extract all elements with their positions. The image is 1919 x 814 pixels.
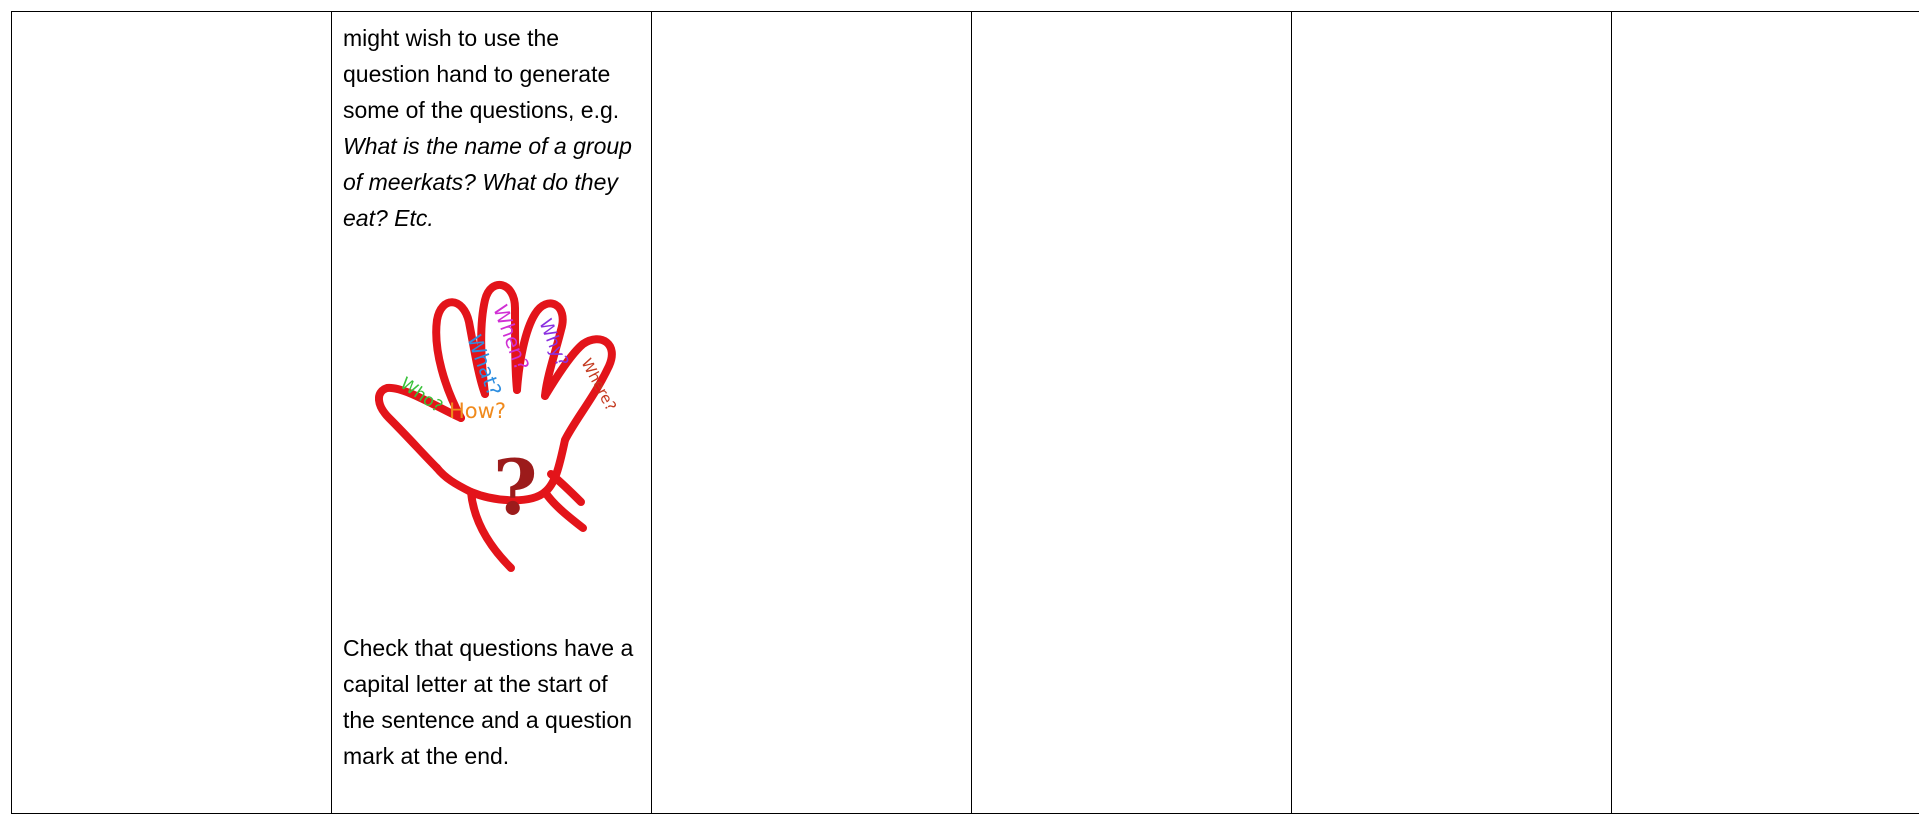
table-cell-4 <box>972 12 1292 814</box>
table-cell-5 <box>1292 12 1612 814</box>
check-paragraph: Check that questions have a capital letter at the start of the sentence and a question mark at the end. <box>343 635 634 769</box>
table-cell-2 <box>332 12 652 814</box>
example-questions: What is the name of a group of meerkats? What do they eat? Etc. <box>343 133 632 231</box>
label-how: How? <box>449 399 506 423</box>
table-cell-6 <box>1612 12 1919 814</box>
table-row <box>12 12 1919 814</box>
question-mark-icon: ? <box>493 443 538 532</box>
label-where: Where? <box>577 355 620 414</box>
lesson-table <box>11 11 1919 814</box>
label-when: When? <box>488 301 535 374</box>
question-hand-svg <box>375 278 627 574</box>
intro-paragraph <box>343 20 639 236</box>
table-cell-1 <box>12 12 332 814</box>
label-what: What? <box>462 331 507 400</box>
activity-text <box>332 12 649 774</box>
label-why: Why? <box>534 316 573 370</box>
label-who: Who? <box>396 373 447 418</box>
intro-text: might wish to use the question hand to generate some of the questions, e.g. <box>343 25 620 123</box>
table-cell-3 <box>652 12 972 814</box>
question-hand-image <box>375 278 627 574</box>
